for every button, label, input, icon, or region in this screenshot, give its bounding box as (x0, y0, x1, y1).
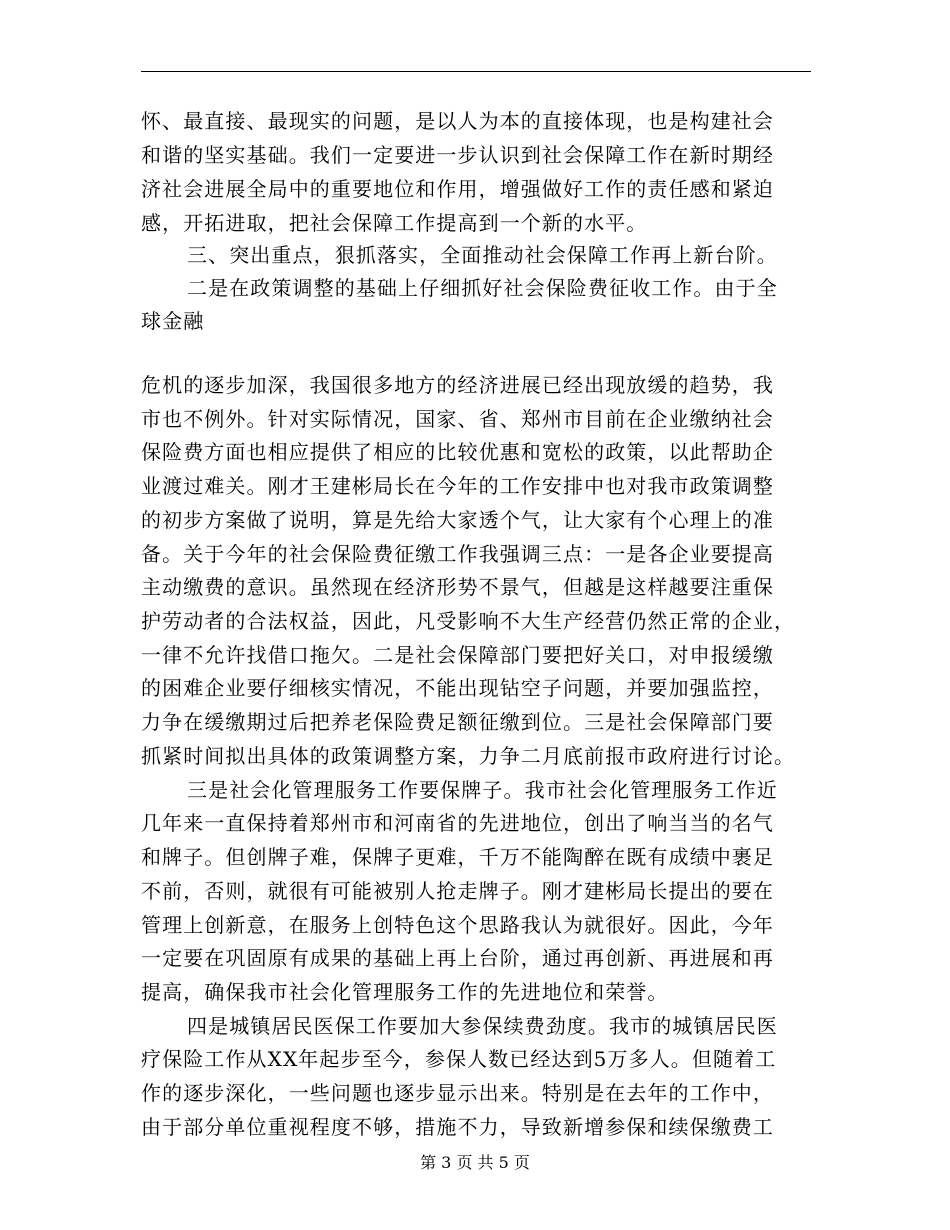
text-line: 备。关于今年的社会保险费征缴工作我强调三点：一是各企业要提高 (141, 542, 774, 566)
text-line: 几年来一直保持着郑州市和河南省的先进地位，创出了响当当的名气 (141, 811, 774, 835)
text-line: 济社会进展全局中的重要地位和作用，增强做好工作的责任感和紧迫 (141, 177, 774, 201)
text-line: 和谐的坚实基础。我们一定要进一步认识到社会保障工作在新时期经 (141, 143, 774, 167)
text-line: 作的逐步深化，一些问题也逐步显示出来。特别是在去年的工作中， (141, 1081, 774, 1105)
text-line: 危机的逐步加深，我国很多地方的经济进展已经出现放缓的趋势，我 (141, 373, 774, 397)
text-line: 三是社会化管理服务工作要保牌子。我市社会化管理服务工作近 (187, 778, 778, 802)
text-line: 疗保险工作从XX年起步至今，参保人数已经达到5万多人。但随着工 (141, 1047, 777, 1071)
text-line: 的困难企业要仔细核实情况，不能出现钻空子问题，并要加强监控， (141, 676, 774, 700)
text-line: 感，开拓进取，把社会保障工作提高到一个新的水平。 (141, 211, 648, 235)
text-line: 怀、最直接、最现实的问题，是以人为本的直接体现，也是构建社会 (141, 109, 774, 133)
text-line: 二是在政策调整的基础上仔细抓好社会保险费征收工作。由于全 (187, 276, 778, 300)
text-line: 的初步方案做了说明，算是先给大家透个气，让大家有个心理上的准 (141, 508, 774, 532)
text-line: 管理上创新意，在服务上创特色这个思路我认为就很好。因此，今年 (141, 913, 774, 937)
text-line: 护劳动者的合法权益，因此，凡受影响不大生产经营仍然正常的企业， (141, 609, 796, 633)
text-line: 力争在缓缴期过后把养老保险费足额征缴到位。三是社会保障部门要 (141, 710, 774, 734)
text-line: 抓紧时间拟出具体的政策调整方案，力争二月底前报市政府进行讨论。 (141, 744, 796, 768)
text-line: 一律不允许找借口拖欠。二是社会保障部门要把好关口，对申报缓缴 (141, 643, 774, 667)
text-line: 市也不例外。针对实际情况，国家、省、郑州市目前在企业缴纳社会 (141, 407, 774, 431)
section-heading: 三、突出重点，狠抓落实，全面推动社会保障工作再上新台阶。 (187, 243, 778, 267)
text-line: 由于部分单位重视程度不够，措施不力，导致新增参保和续保缴费工 (141, 1115, 774, 1139)
text-line: 业渡过难关。刚才王建彬局长在今年的工作安排中也对我市政策调整 (141, 474, 774, 498)
text-line: 主动缴费的意识。虽然现在经济形势不景气，但越是这样越要注重保 (141, 575, 774, 599)
text-line: 和牌子。但创牌子难，保牌子更难，千万不能陶醉在既有成绩中裹足 (141, 845, 774, 869)
text-line: 球金融 (141, 309, 205, 333)
text-line: 保险费方面也相应提供了相应的比较优惠和宽松的政策，以此帮助企 (141, 440, 774, 464)
body-text (141, 0, 831, 1230)
text-line: 四是城镇居民医保工作要加大参保续费劲度。我市的城镇居民医 (187, 1014, 778, 1038)
text-line: 提高，确保我市社会化管理服务工作的先进地位和荣誉。 (141, 980, 669, 1004)
text-line: 一定要在巩固原有成果的基础上再上台阶，通过再创新、再进展和再 (141, 946, 774, 970)
text-line: 不前，否则，就很有可能被别人抢走牌子。刚才建彬局长提出的要在 (141, 879, 774, 903)
page-number: 第 3 页 共 5 页 (420, 1153, 530, 1172)
